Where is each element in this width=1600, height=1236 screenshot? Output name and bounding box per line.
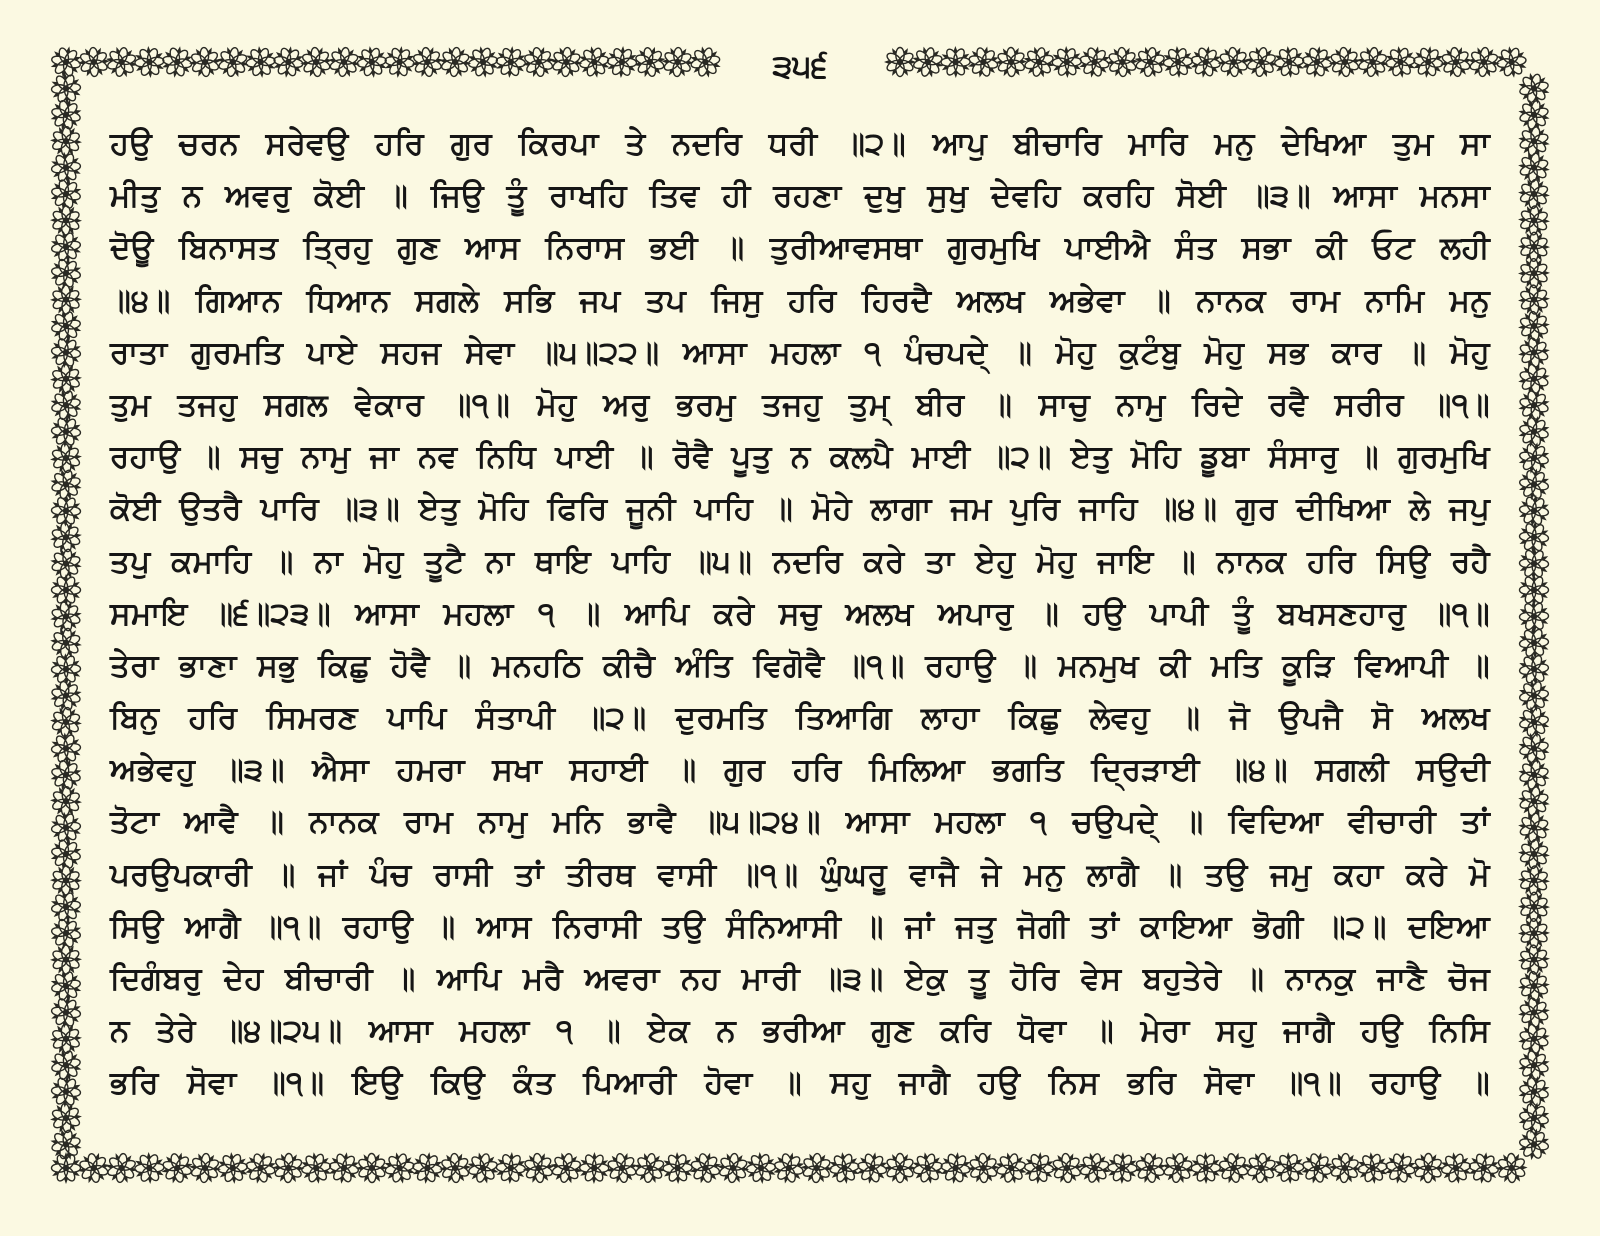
flower-ornament-icon <box>1185 1147 1227 1189</box>
flower-ornament-icon <box>1512 964 1555 1007</box>
text-line: ਪਰਉਪਕਾਰੀ ॥ ਜਾਂ ਪੰਚ ਰਾਸੀ ਤਾਂ ਤੀਰਥ ਵਾਸੀ ॥੧॥ ਘੁੰਘਰੂ ਵਾਜੈ ਜੇ ਮਨੁ ਲਾਗੈ ॥ ਤਉ ਜਮੁ ਕਹਾ ਕਰੇ ਮੋ <box>110 856 1490 893</box>
flower-ornament-icon <box>1513 252 1555 295</box>
text-line: ਅਭੇਵਹੁ ॥੩॥ ਐਸਾ ਹਮਰਾ ਸਖਾ ਸਹਾਈ ॥ ਗੁਰ ਹਰਿ ਮਿਲਿਆ ਭਗਤਿ ਦ੍ਰਿੜਾਈ ॥੪॥ ਸਗਲੀ ਸਉਦੀ <box>110 752 1490 789</box>
text-line: ਤਪੁ ਕਮਾਹਿ ॥ ਨਾ ਮੋਹੁ ਤੂਟੈ ਨਾ ਥਾਇ ਪਾਹਿ ॥੫॥ ਨਦਰਿ ਕਰੇ ਤਾ ਏਹੁ ਮੋਹੁ ਜਾਇ ॥ ਨਾਨਕ ਹਰਿ ਸਿਉ ਰਹੈ <box>110 543 1490 580</box>
flower-ornament-icon <box>549 46 583 78</box>
flower-ornament-icon <box>46 227 86 266</box>
flower-ornament-icon <box>1434 40 1477 84</box>
page-number: ੩੫੬ <box>740 42 860 90</box>
flower-ornament-icon <box>49 705 84 738</box>
flower-ornament-icon <box>295 40 338 84</box>
flower-ornament-icon <box>1212 1146 1256 1190</box>
flower-ornament-icon <box>326 45 362 79</box>
flower-ornament-icon <box>48 626 84 660</box>
flower-ornament-icon <box>1512 331 1555 375</box>
text-line: ਰਹਾਉ ॥ ਸਚੁ ਨਾਮੁ ਜਾ ਨਵ ਨਿਧਿ ਪਾਈ ॥ ਰੋਵੈ ਪੂਤੁ ਨ ਕਲਪੈ ਮਾਈ ॥੨॥ ਏਤੁ ਮੋਹਿ ਡੂਬਾ ਸੰਸਾਰੁ ॥ ਗੁਰਮੁਖਿ <box>110 439 1490 476</box>
flower-ornament-icon <box>1518 232 1551 263</box>
flower-ornament-icon <box>1512 304 1555 347</box>
flower-ornament-icon <box>45 1147 88 1189</box>
flower-ornament-icon <box>72 1146 116 1190</box>
flower-ornament-icon <box>573 1147 616 1189</box>
flower-ornament-icon <box>49 785 83 817</box>
text-line: ਭਰਿ ਸੋਵਾ ॥੧॥ ਇਉ ਕਿਉ ਕੰਤ ਪਿਆਰੀ ਹੋਵਾ ॥ ਸਹੁ ਜਾਗੈ ਹਉ ਨਿਸ ਭਰਿ ਸੋਵਾ ॥੧॥ ਰਹਾਉ ॥ <box>110 1065 1490 1102</box>
flower-ornament-icon <box>1513 912 1555 955</box>
flower-ornament-icon <box>1295 40 1339 83</box>
text-line: ਰਾਤਾ ਗੁਰਮਤਿ ਪਾਏ ਸਹਜ ਸੇਵਾ ॥੫॥੨੨॥ ਆਸਾ ਮਹਲਾ ੧ ਪੰਚਪਦੇ੍ ॥ ਮੋਹੁ ਕੁਟੰਬੁ ਮੋਹੁ ਸਭ ਕਾਰ ॥ ਮੋਹੁ <box>110 334 1490 371</box>
flower-ornament-icon <box>990 41 1032 84</box>
text-line: ਕੋਈ ਉਤਰੈ ਪਾਰਿ ॥੩॥ ਏਤੁ ਮੋਹਿ ਫਿਰਿ ਜੂਨੀ ਪਾਹਿ ॥ ਮੋਹੇ ਲਾਗਾ ਜਮ ਪੁਰਿ ਜਾਹਿ ॥੪॥ ਗੁਰ ਦੀਖਿਆ ਲੇ ਜਪੁ <box>110 491 1490 528</box>
text-line: ਸਿਉ ਆਗੈ ॥੧॥ ਰਹਾਉ ॥ ਆਸ ਨਿਰਾਸੀ ਤਉ ਸੰਨਿਆਸੀ ॥ ਜਾਂ ਜਤੁ ਜੋਗੀ ਤਾਂ ਕਾਇਆ ਭੋਗੀ ॥੨॥ ਦਇਆ <box>110 908 1490 945</box>
flower-ornament-icon <box>46 887 86 926</box>
flower-ornament-icon <box>1355 45 1391 79</box>
flower-ornament-icon <box>46 307 86 345</box>
flower-ornament-icon <box>489 41 532 84</box>
flower-ornament-icon <box>1244 1151 1279 1185</box>
text-line: ਦੋਊ ਬਿਨਾਸਤ ਤ੍ਰਿਹੁ ਗੁਣ ਆਸ ਨਿਰਾਸ ਭਈ ॥ ਤੁਰੀਆਵਸਥਾ ਗੁਰਮੁਖਿ ਪਾਈਐ ਸੰਤ ਸਭਾ ਕੀ ਓਟ ਲਹੀ <box>110 230 1490 267</box>
flower-ornament-icon <box>378 40 422 83</box>
flower-ornament-icon <box>1517 864 1551 896</box>
flower-ornament-icon <box>188 1152 222 1185</box>
flower-ornament-icon <box>1491 42 1532 81</box>
flower-ornament-icon <box>1243 45 1280 80</box>
flower-ornament-icon <box>1513 938 1556 981</box>
flower-ornament-icon <box>661 46 695 78</box>
text-line: ਮੀਤੁ ਨ ਅਵਰੁ ਕੋਈ ॥ ਜਿਉ ਤੂੰ ਰਾਖਹਿ ਤਿਵ ਹੀ ਰਹਣਾ ਦੁਖੁ ਸੁਖੁ ਦੇਵਹਿ ਕਰਹਿ ਸੋਈ ॥੩॥ ਆਸਾ ਮਨਸਾ <box>110 178 1490 215</box>
flower-ornament-icon <box>44 490 87 532</box>
flower-ornament-icon <box>438 45 473 78</box>
flower-ornament-icon <box>406 40 449 84</box>
flower-ornament-icon <box>686 43 726 81</box>
flower-ornament-icon <box>47 1046 86 1083</box>
flower-ornament-icon <box>1517 204 1551 236</box>
flower-ornament-icon <box>47 386 86 423</box>
flower-ornament-icon <box>49 125 83 157</box>
text-line: ॥੪॥ ਗਿਆਨ ਧਿਆਨ ਸਗਲੇ ਸਭਿ ਜਪ ਤਪ ਜਿਸੁ ਹਰਿ ਹਿਰਦੈ ਅਲਖ ਅਭੇਵਾ ॥ ਨਾਨਕ ਰਾਮ ਨਾਮਿ ਮਨੁ <box>110 282 1490 319</box>
flower-ornament-icon <box>1412 1153 1445 1183</box>
flower-ornament-icon <box>1513 278 1556 321</box>
flower-ornament-icon <box>50 205 83 236</box>
flower-ornament-icon <box>1518 892 1551 923</box>
flower-ornament-icon <box>656 1147 698 1188</box>
flower-ornament-icon <box>1512 357 1556 401</box>
scripture-text <box>110 118 1490 1108</box>
flower-ornament-icon <box>45 569 88 611</box>
text-line: ਦਿਗੰਬਰੁ ਦੇਹ ਬੀਚਾਰੀ ॥ ਆਪਿ ਮਰੈ ਅਵਰਾ ਨਹ ਮਾਰੀ ॥੩॥ ਏਕੁ ਤੂ ਹੋਰਿ ਵੇਸ ਬਹੁਤੇਰੇ ॥ ਨਾਨਕੁ ਜਾਣੈ ਚੋਜ <box>110 961 1490 997</box>
flower-ornament-icon <box>47 1126 85 1162</box>
flower-ornament-icon <box>600 1146 643 1190</box>
text-line: ਤੋਟਾ ਆਵੈ ॥ ਨਾਨਕ ਰਾਮ ਨਾਮੁ ਮਨਿ ਭਾਵੈ ॥੫॥੨੪॥ ਆਸਾ ਮਹਲਾ ੧ ਚਉਪਦੇ੍ ॥ ਵਿਦਿਆ ਵੀਚਾਰੀ ਤਾਂ <box>110 804 1490 841</box>
text-line: ਤੇਰਾ ਭਾਣਾ ਸਭੁ ਕਿਛੁ ਹੋਵੈ ॥ ਮਨਹਠਿ ਕੀਚੈ ਅੰਤਿ ਵਿਗੋਵੈ ॥੧॥ ਰਹਾਉ ॥ ਮਨਮੁਖ ਕੀ ਮਤਿ ਕੂੜਿ ਵਿਆਪੀ ॥ <box>110 647 1490 684</box>
flower-ornament-icon <box>1129 1146 1172 1190</box>
flower-ornament-icon <box>1101 1147 1144 1189</box>
flower-ornament-icon <box>684 1146 728 1190</box>
flower-ornament-icon <box>1328 1152 1362 1184</box>
flower-ornament-icon <box>272 1152 305 1183</box>
text-line: ਬਿਨੁ ਹਰਿ ਸਿਮਰਣ ਪਾਪਿ ਸੰਤਾਪੀ ॥੨॥ ਦੁਰਮਤਿ ਤਿਆਗਿ ਲਾਹਾ ਕਿਛੁ ਲੇਵਹੁ ॥ ਜੋ ਉਪਜੈ ਸੋ ਅਲਖ <box>110 700 1490 737</box>
flower-ornament-icon <box>517 1146 560 1190</box>
flower-ornament-icon <box>267 40 311 83</box>
flower-ornament-icon <box>1406 40 1450 83</box>
flower-ornament-icon <box>215 45 252 80</box>
flower-ornament-icon <box>1512 991 1555 1035</box>
flower-ornament-icon <box>716 1151 751 1184</box>
flower-ornament-icon <box>1512 1017 1556 1061</box>
text-line: ਤੁਮ ਤਜਹੁ ਸਗਲ ਵੇਕਾਰ ॥੧॥ ਮੋਹੁ ਅਰੁ ਭਰਮੁ ਤਜਹੁ ਤੁਮ੍ ਬੀਰ ॥ ਸਾਚੁ ਨਾਮੁ ਰਿਦੇ ਰਵੈ ਸਰੀਰ ॥੧॥ <box>110 386 1490 423</box>
flower-ornament-icon <box>1514 676 1554 715</box>
text-line: ਨ ਤੇਰੇ ॥੪॥੨੫॥ ਆਸਾ ਮਹਲਾ ੧ ॥ ਏਕ ਨ ਭਰੀਆ ਗੁਣ ਕਰਿ ਧੋਵਾ ॥ ਮੇਰਾ ਸਹੁ ਜਾਗੈ ਹਉ ਨਿਸਿ <box>110 1013 1490 1050</box>
flower-ornament-icon <box>1466 45 1501 78</box>
flower-ornament-icon <box>800 1152 834 1184</box>
flower-ornament-icon <box>46 967 86 1005</box>
flower-ornament-icon <box>50 865 83 896</box>
flower-ornament-icon <box>104 1151 140 1185</box>
text-line: ਸਮਾਇ ॥੬॥੨੩॥ ਆਸਾ ਮਹਲਾ ੧ ॥ ਆਪਿ ਕਰੇ ਸਚੁ ਅਲਖ ਅਪਾਰੁ ॥ ਹਉ ਪਾਪੀ ਤੂੰ ਬਖਸਣਹਾਰੁ ॥੧॥ <box>110 595 1490 632</box>
text-line: ਹਉ ਚਰਨ ਸਰੇਵਉ ਹਰਿ ਗੁਰ ਕਿਰਪਾ ਤੇ ਨਦਰਿ ਧਰੀ ॥੨॥ ਆਪੁ ਬੀਚਾਰਿ ਮਾਰਿ ਮਨੁ ਦੇਖਿਆ ਤੁਮ ਸਾ <box>110 126 1490 162</box>
